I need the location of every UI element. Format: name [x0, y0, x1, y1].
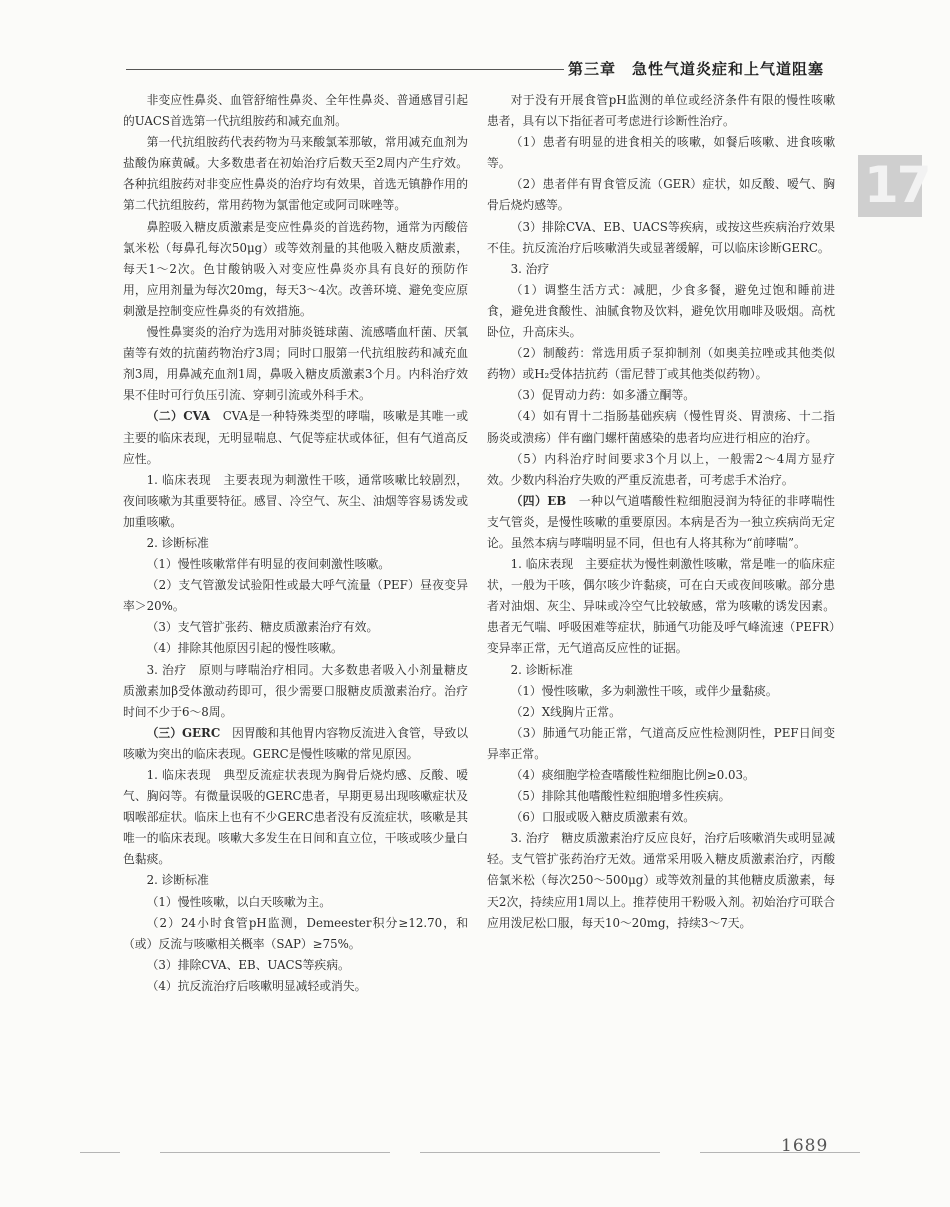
section-text: CVA是一种特殊类型的哮喘，咳嗽是其唯一或主要的临床表现，无明显喘息、气促等症状或体征，但有气道高反应性。	[123, 409, 468, 466]
list-item: （3）肺通气功能正常，气道高反应性检测阴性，PEF日间变异率正常。	[487, 725, 835, 761]
page-number: 1689	[781, 1136, 829, 1156]
list-item: （4）排除其他原因引起的慢性咳嗽。	[146, 641, 343, 656]
paragraph: 1. 临床表现 典型反流症状表现为胸骨后烧灼感、反酸、嗳气、胸闷等。有微量误吸的GERC患者，早期更易出现咳嗽症状及咽喉部症状。临床上也有不少GERC患者没有反流症状，咳嗽是其唯一的临床表现。咳嗽大多发生在日间和直立位，干咳或咳少量白色黏痰。	[123, 768, 468, 867]
list-item: （2）制酸药：常选用质子泵抑制剂（如奥美拉唑或其他类似药物）或H₂受体拮抗药（雷尼替丁或其他类似药物）。	[487, 346, 835, 382]
section-cva	[123, 406, 468, 469]
list-item: （2）支气管激发试验阳性或最大呼气流量（PEF）昼夜变异率＞20%。	[123, 578, 468, 614]
section-heading: （二）CVA	[146, 409, 211, 424]
right-column	[487, 90, 835, 934]
list-item: （4）痰细胞学检查嗜酸性粒细胞比例≥0.03。	[510, 768, 755, 782]
list-item: （5）排除其他嗜酸性粒细胞增多性疾病。	[510, 789, 731, 804]
subheading: 2. 诊断标准	[510, 662, 573, 677]
section-heading: （四）EB	[510, 493, 567, 508]
list-item: （4）如有胃十二指肠基础疾病（慢性胃炎、胃溃疡、十二指肠炎或溃疡）伴有幽门螺杆菌感染的患者均应进行相应的治疗。	[487, 409, 835, 445]
paragraph: 第一代抗组胺药代表药物为马来酸氯苯那敏，常用减充血剂为盐酸伪麻黄碱。大多数患者在初始治疗后数天至2周内产生疗效。各种抗组胺药对非变应性鼻炎的治疗均有效果，首选无镇静作用的第二代抗组胺药，常用药物为氯雷他定或阿司咪唑等。	[123, 135, 468, 213]
subheading: 2. 诊断标准	[146, 535, 209, 550]
list-item: （1）慢性咳嗽，多为刺激性干咳，或伴少量黏痰。	[510, 683, 778, 698]
list-item: （1）慢性咳嗽，以白天咳嗽为主。	[146, 894, 332, 909]
footer-rule	[160, 1152, 390, 1153]
section-eb	[487, 491, 835, 554]
list-item: （1）患者有明显的进食相关的咳嗽，如餐后咳嗽、进食咳嗽等。	[487, 135, 835, 171]
section-text: 一种以气道嗜酸性粒细胞浸润为特征的非哮喘性支气管炎，是慢性咳嗽的重要原因。本病是否为一独立疾病尚无定论。虽然本病与哮喘明显不同，但也有人将其称为“前哮喘”。	[487, 493, 835, 550]
list-item: （6）口服或吸入糖皮质激素有效。	[510, 810, 696, 825]
footer-rule	[420, 1152, 660, 1153]
list-item: （1）调整生活方式：减肥，少食多餐，避免过饱和睡前进食，避免进食酸性、油腻食物及饮料，避免饮用咖啡及吸烟。高枕卧位，升高床头。	[487, 282, 835, 340]
footer-rule	[700, 1152, 860, 1153]
paragraph: 鼻腔吸入糖皮质激素是变应性鼻炎的首选药物，通常为丙酸倍氯米松（每鼻孔每次50μg）或等效剂量的其他吸入糖皮质激素，每天1～2次。色甘酸钠吸入对变应性鼻炎亦具有良好的预防作用，应用剂量为每次20mg，每天3～4次。改善环境、避免变应原刺激是控制变应性鼻炎的有效措施。	[123, 219, 468, 318]
chapter-tab	[858, 155, 930, 217]
header-rule	[126, 69, 564, 70]
paragraph: 1. 临床表现 主要症状为慢性刺激性咳嗽，常是唯一的临床症状，一般为干咳，偶尔咳少许黏痰，可在白天或夜间咳嗽。部分患者对油烟、灰尘、异味或冷空气比较敏感，常为咳嗽的诱发因素。患者无气喘、呼吸困难等症状，肺通气功能及呼气峰流速（PEFR）变异率正常，无气道高反应性的证据。	[487, 557, 835, 656]
list-item: （2）X线胸片正常。	[510, 704, 621, 719]
list-item: （4）抗反流治疗后咳嗽明显减轻或消失。	[146, 978, 367, 993]
paragraph: 3. 治疗 糖皮质激素治疗反应良好，治疗后咳嗽消失或明显减轻。支气管扩张药治疗无效。通常采用吸入糖皮质激素治疗，丙酸倍氯米松（每次250～500μg）或等效剂量的其他糖皮质激素，每天2次，持续应用1周以上。推荐使用干粉吸入剂。初始治疗可联合应用泼尼松口服，每天10～20mg，持续3～7天。	[487, 831, 835, 930]
list-item: （3）支气管扩张药、糖皮质激素治疗有效。	[146, 620, 379, 635]
list-item: （5）内科治疗时间要求3个月以上，一般需2～4周方显疗效。少数内科治疗失败的严重反流患者，可考虑手术治疗。	[487, 451, 835, 487]
list-item: （2）24小时食管pH监测，Demeester积分≥12.70，和（或）反流与咳嗽相关概率（SAP）≥75%。	[123, 915, 468, 951]
subheading: 2. 诊断标准	[146, 873, 209, 888]
list-item: （2）患者伴有胃食管反流（GER）症状，如反酸、嗳气、胸骨后烧灼感等。	[487, 177, 835, 213]
footer-rule	[80, 1152, 120, 1153]
chapter-tab-number: 17	[864, 156, 930, 214]
left-column	[123, 90, 468, 997]
paragraph: 3. 治疗 原则与哮喘治疗相同。大多数患者吸入小剂量糖皮质激素加β受体激动药即可，很少需要口服糖皮质激素治疗。治疗时间不少于6～8周。	[123, 662, 468, 719]
subheading: 3. 治疗	[510, 261, 550, 276]
paragraph: 对于没有开展食管pH监测的单位或经济条件有限的慢性咳嗽患者，具有以下指征者可考虑进行诊断性治疗。	[487, 93, 835, 129]
paragraph: 1. 临床表现 主要表现为刺激性干咳，通常咳嗽比较剧烈，夜间咳嗽为其重要特征。感冒、冷空气、灰尘、油烟等容易诱发或加重咳嗽。	[123, 472, 468, 529]
section-heading: （三）GERC	[146, 725, 221, 740]
section-text: 因胃酸和其他胃内容物反流进入食管，导致以咳嗽为突出的临床表现。GERC是慢性咳嗽的常见原因。	[123, 725, 469, 761]
list-item: （1）慢性咳嗽常伴有明显的夜间刺激性咳嗽。	[146, 557, 391, 572]
paragraph: 慢性鼻窦炎的治疗为选用对肺炎链球菌、流感嗜血杆菌、厌氧菌等有效的抗菌药物治疗3周；同时口服第一代抗组胺药和减充血剂3周，用鼻减充血剂1周，鼻吸入糖皮质激素3个月。内科治疗效果不佳时可行负压引流、穿刺引流或外科手术。	[123, 325, 468, 403]
chapter-title: 第三章 急性气道炎症和上气道阻塞	[568, 60, 825, 78]
section-gerc	[123, 723, 468, 765]
list-item: （3）促胃动力药：如多潘立酮等。	[510, 388, 696, 403]
list-item: （3）排除CVA、EB、UACS等疾病。	[146, 957, 350, 972]
list-item: （3）排除CVA、EB、UACS等疾病，或按这些疾病治疗效果不佳。抗反流治疗后咳嗽消失或显著缓解，可以临床诊断GERC。	[487, 219, 835, 255]
paragraph: 非变应性鼻炎、血管舒缩性鼻炎、全年性鼻炎、普通感冒引起的UACS首选第一代抗组胺药和减充血剂。	[123, 93, 468, 129]
